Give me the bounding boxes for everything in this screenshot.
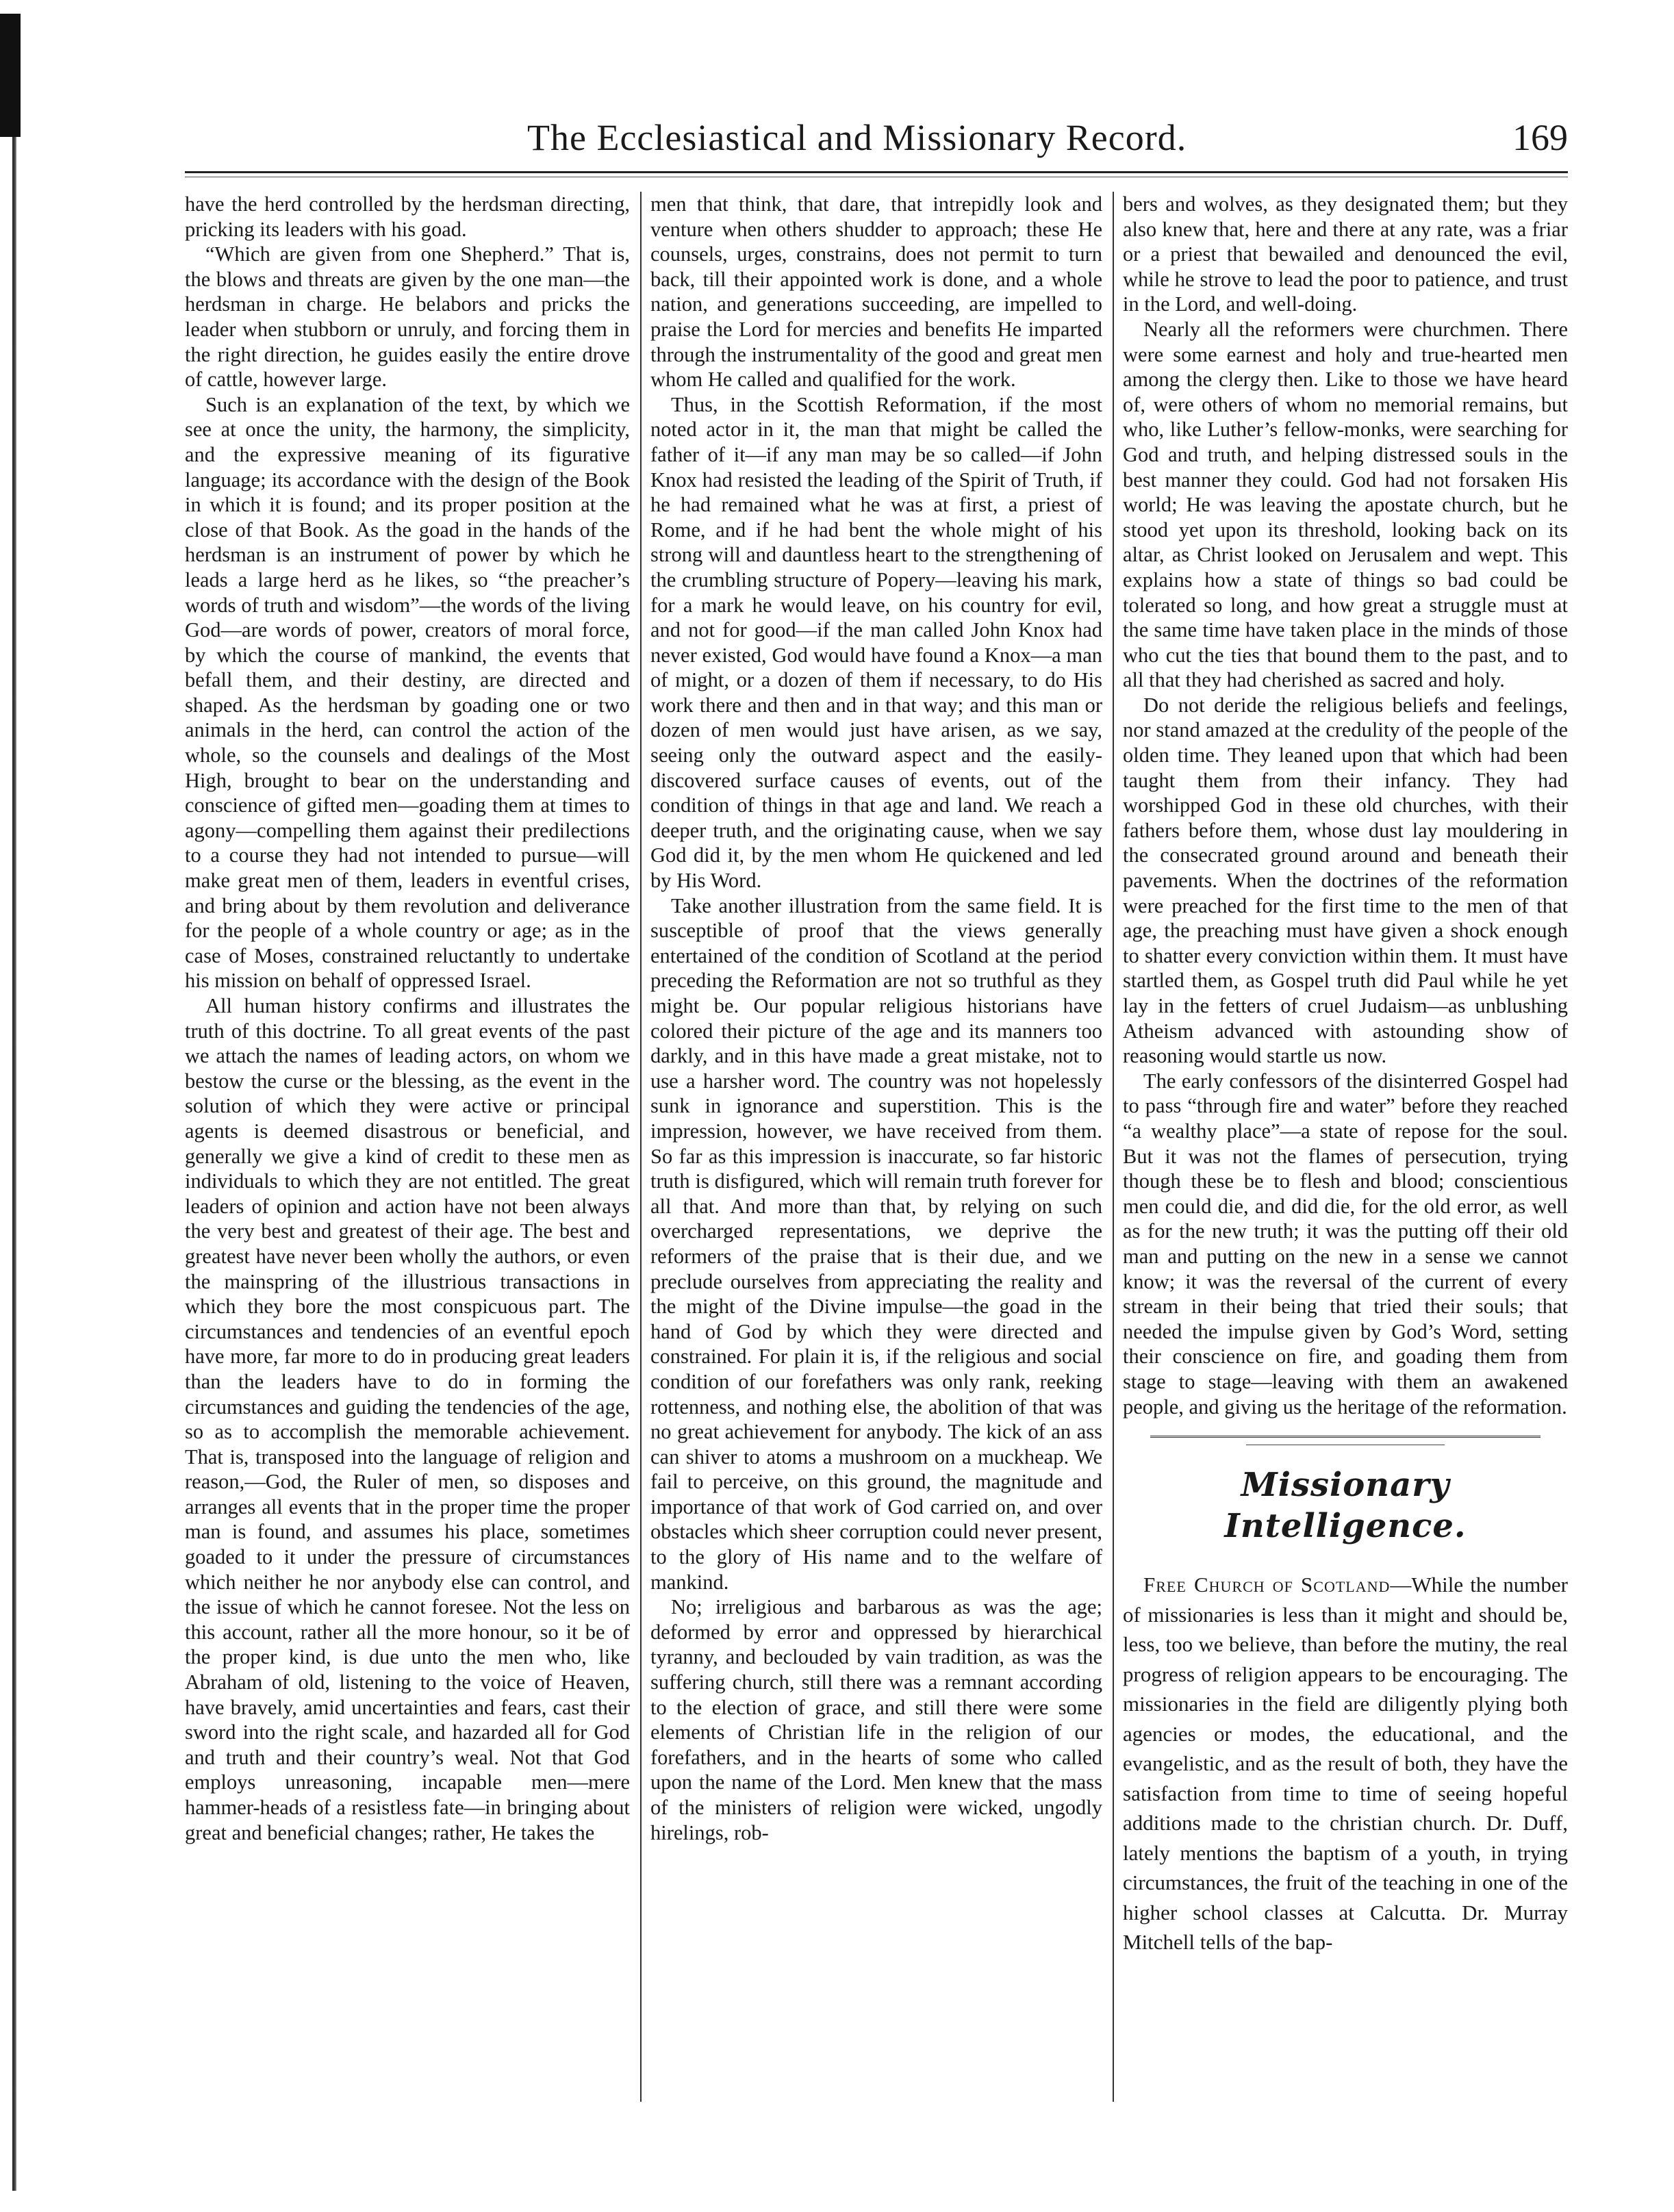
binding-edge: [12, 14, 16, 2191]
paragraph: All human history confirms and illustrates the truth of this doctrine. To all great events of the past we attach the names of leading actors, on whom we bestow the curse or the blessing, as the event in the solution of which they were active or principal agents is deemed disastrous or beneficial, and generally we give a kind of credit to these men as individuals to which they are not entitled. The great leaders of opinion and action have not been always the very best and greatest of their age. The best and greatest have never been wholly the authors, or even the mainspring of the illustrious transactions in which they bore the most conspicuous part. The circumstances and tendencies of an eventful epoch have more, far more to do in producing great leaders than the leaders have to do in forming the circumstances and guiding the tendencies of the age, so as to accomplish the memorable achievement. That is, transposed into the language of religion and reason,—God, the Ruler of men, so disposes and arranges all events that in the proper time the proper man is found, and assumes his place, sometimes goaded to it under the pressure of circumstances which neither he nor anybody else can control, and the issue of which he cannot foresee. Not the less on this account, rather all the more honour, so it be of the proper kind, is due unto the men who, like Abraham of old, listening to the voice of Heaven, have bravely, amid uncertainties and fears, cast their sword into the right scale, and hazarded all for God and truth and their country’s weal. Not that God employs unreasoning, incapable men—mere hammer-heads of a resistless fate—in bringing about great and beneficial changes; rather, He takes the: [185, 994, 630, 1844]
paragraph: No; irreligious and barbarous as was the age; deformed by error and oppressed by hierarchical tyranny, and beclouded by vain tradition, as was the suffering church, still there was a remnant according to the election of grace, and still there were some elements of Christian life in the religion of our forefathers, and in the hearts of some who called upon the name of the Lord. Men knew that the mass of the ministers of religion were wicked, ungodly hirelings, rob-: [650, 1595, 1102, 1844]
paragraph: Take another illustration from the same field. It is susceptible of proof that the views generally entertained of the condition of Scotland at the period preceding the Reformation are not so truthful as they might be. Our popular religious historians have colored their picture of the age and its manners too darkly, and in this have made a great mistake, not to use a harsher word. The country was not hopelessly sunk in ignorance and superstition. This is the impression, however, we have received from them. So far as this impression is inaccurate, so far historic truth is disfigured, which will remain truth forever for all that. And more than that, by relying on such overcharged representations, we deprive the reformers of the praise that is their due, and we preclude ourselves from appreciating the reality and the might of the Divine impulse—the goad in the hand of God by which they were directed and constrained. For plain it is, if the religious and social condition of our forefathers was only rank, reeking rottenness, and nothing else, the abolition of that was no great achievement for anybody. The kick of an ass can shiver to atoms a mushroom on a muckheap. We fail to perceive, on this ground, the magnitude and importance of that work of God carried on, and over obstacles which sheer corruption could never present, to the glory of His name and to the welfare of mankind.: [650, 893, 1102, 1594]
page-number: 169: [1512, 117, 1568, 158]
paragraph: Thus, in the Scottish Reformation, if the most noted actor in it, the man that might be called the father of it—if any man may be so called—if John Knox had resisted the leading of the Spirit of Truth, if he had remained what he was at first, a priest of Rome, and if he had bent the whole might of his strong will and dauntless heart to the strengthening of the crumbling structure of Popery—leaving his mark, for a mark he would leave, on his country for evil, and not for good—if the man called John Knox had never existed, God would have found a Knox—a man of might, or a dozen of them if necessary, to do His work there and then and in that way; and this man or dozen of men would just have arisen, as we say, seeing only the outward aspect and the easily-discovered surface causes of events, out of the condition of things in that age and land. We reach a deeper truth, and the originating cause, when we say God did it, by the men whom He quickened and led by His Word.: [650, 392, 1102, 893]
column-divider: [640, 192, 642, 2102]
paragraph: “Which are given from one Shepherd.” That is, the blows and threats are given by the one man—the herdsman in charge. He belabors and pricks the leader when stubborn or unruly, and forcing them in the right direction, he guides easily the entire drove of cattle, however large.: [185, 242, 630, 392]
news-paragraph: [1123, 1570, 1568, 1957]
paragraph: Do not deride the religious beliefs and feelings, nor stand amazed at the credulity of the people of the olden time. They leaned upon that which had been taught them from their infancy. They had worshipped God in these old churches, with their fathers before them, whose dust lay mouldering in the consecrated ground around and beneath their pavements. When the doctrines of the reformation were preached for the first time to the men of that age, the preaching must have given a shock enough to shatter every conviction within them. It must have startled them, as Gospel truth did Paul while he yet lay in the fetters of cruel Judaism—as unblushing Atheism advanced with astounding show of reasoning would startle us now.: [1123, 693, 1568, 1068]
column-3: [1123, 192, 1568, 2095]
paragraph: have the herd controlled by the herdsman directing, pricking its leaders with his goad.: [185, 192, 630, 241]
paragraph: men that think, that dare, that intrepidly look and venture when others shudder to approach; these He counsels, urges, constrains, does not permit to turn back, till their appointed work is done, and a whole nation, and generations succeeding, are impelled to praise the Lord for mercies and benefits He imparted through the instrumentality of the good and great men whom He called and qualified for the work.: [650, 192, 1102, 392]
section-heading: Missionary Intelligence.: [1224, 1466, 1467, 1546]
column-2: [650, 192, 1102, 2095]
binding-mark: [0, 14, 21, 137]
column-divider: [1113, 192, 1114, 2102]
page-header: [185, 116, 1568, 171]
column-1: [185, 192, 630, 2095]
paragraph: Nearly all the reformers were churchmen. There were some earnest and holy and true-hearted men among the clergy then. Like to those we have heard of, were others of whom no memorial remains, but who, like Luther’s fellow-monks, were searching for God and truth, and helping distressed souls in the best manner they could. God had not forsaken His world; He was leaving the apostate church, but he stood yet upon its threshold, looking back on its altar, as Christ looked on Jerusalem and wept. This explains how a state of things so bad could be tolerated so long, and how great a struggle must at the same time have taken place in the minds of those who cut the ties that bound them to the past, and to all that they had cherished as sacred and holy.: [1123, 317, 1568, 692]
news-lead: Free Church of Scotland: [1143, 1573, 1391, 1597]
paragraph: The early confessors of the disinterred Gospel had to pass “through fire and water” before they reached “a wealthy place”—a state of repose for the soul. But it was not the flames of persecution, trying though these be to flesh and blood; conscientious men could die, and did die, for the old error, as well as for the new truth; it was the putting off their old man and putting on the new in a sense we cannot know; it was the reversal of the current of every stream in their being that tried their souls; that needed the impulse given by God’s Word, setting their conscience on fire, and goading them from stage to stage—leaving with them an awakened people, and giving us the heritage of the reformation.: [1123, 1069, 1568, 1419]
news-text: —While the number of missionaries is less than it might and should be, less, too we believe, than before the mutiny, the real progress of religion appears to be encouraging. The missionaries in the field are diligently plying both agencies or modes, the educational, and the evangelistic, and as the result of both, they have the satisfaction from time to time of seeing hopeful additions made to the christian church. Dr. Duff, lately mentions the baptism of a youth, in trying circumstances, the fruit of the teaching in one of the higher school classes at Calcutta. Dr. Murray Mitchell tells of the bap-: [1123, 1573, 1568, 1955]
section-divider: [1150, 1436, 1540, 1438]
paragraph: Such is an explanation of the text, by which we see at once the unity, the harmony, the simplicity, and the expressive meaning of its figurative language; its accordance with the design of the Book in which it is found; and its proper position at the close of that Book. As the goad in the hands of the herdsman is an instrument of power by which he leads a large herd as he likes, so “the preacher’s words of truth and wisdom”—the words of the living God—are words of power, creators of moral force, by which the course of mankind, the events that befall them, and their destiny, are directed and shaped. As the herdsman by goading one or two animals in the herd, can control the action of the whole, so the counsels and dealings of the Most High, brought to bear on the understanding and conscience of gifted men—goading them at times to agony—compelling them against their predilections to a course they had not intended to pursue—will make great men of them, leaders in eventful crises, and bring about by them revolution and deliverance for the people of a whole country or age; as in the case of Moses, constrained reluctantly to undertake his mission on behalf of oppressed Israel.: [185, 392, 630, 993]
paragraph: bers and wolves, as they designated them; but they also knew that, here and there at any rate, was a friar or a priest that bewailed and denounced the evil, while he strove to lead the poor to patience, and trust in the Lord, and well-doing.: [1123, 192, 1568, 316]
header-rule: [185, 171, 1568, 173]
running-title: The Ecclesiastical and Missionary Record.: [527, 117, 1187, 158]
article-columns: [185, 192, 1568, 2102]
